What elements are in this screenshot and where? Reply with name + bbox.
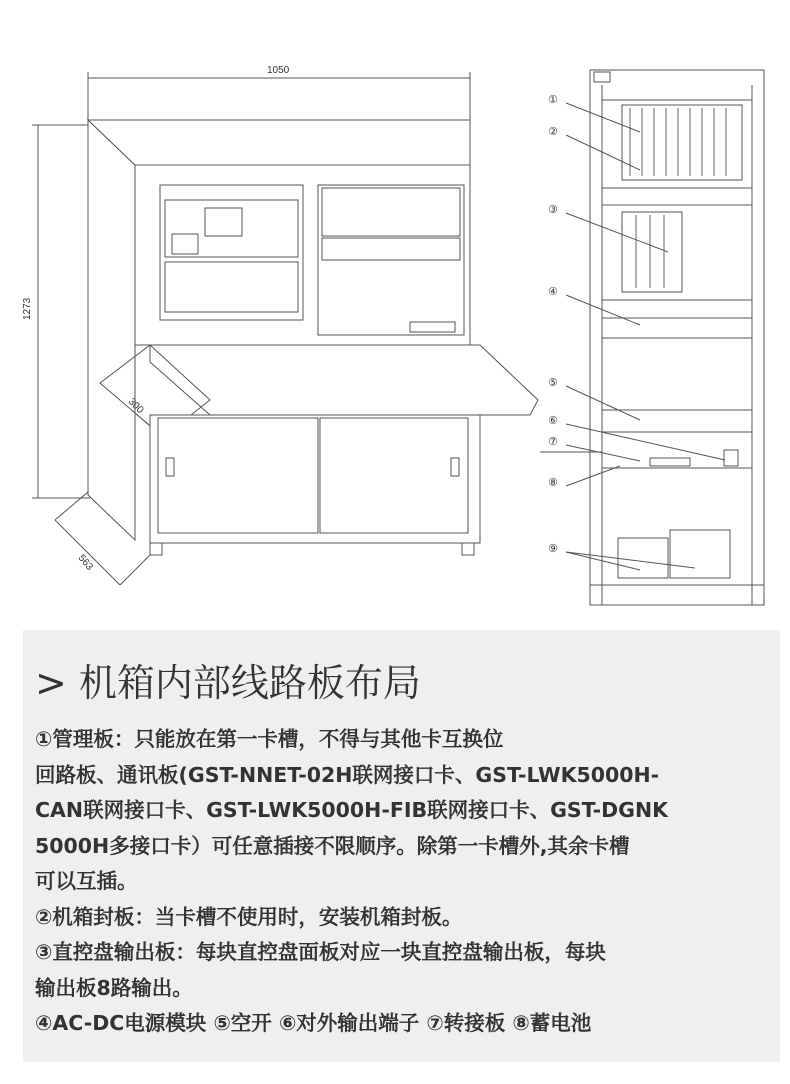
description-line: ④AC-DC电源模块 ⑤空开 ⑥对外输出端子 ⑦转接板 ⑧蓄电池 [35,1011,592,1035]
description-line: ①管理板：只能放在第一卡槽，不得与其他卡互换位 [35,727,504,751]
description-line: 输出板8路输出。 [35,975,193,1000]
description-line: ③直控盘输出板：每块直控盘面板对应一块直控盘输出板，每块 [35,940,606,964]
callout-9: ⑨ [548,542,558,555]
description-line: 5000H多接口卡）可任意插接不限顺序。除第一卡槽外,其余卡槽 [35,833,630,858]
description-panel [23,630,780,1062]
description-body [35,722,775,1042]
description-line: ②机箱封板：当卡槽不使用时，安装机箱封板。 [35,904,463,929]
depth-dimension: 563 [75,552,95,573]
desk-dimension: 300 [125,396,146,416]
callout-4: ④ [548,285,558,298]
height-dimension: 1273 [22,297,33,320]
description-line: 可以互插。 [35,869,138,893]
width-dimension: 1050 [267,65,290,76]
callout-1: ① [548,93,558,106]
description-line: 回路板、通讯板(GST-NNET-02H联网接口卡、GST-LWK5000H- [35,762,660,787]
callout-8: ⑧ [548,476,558,489]
callout-2: ② [548,125,558,138]
callout-3: ③ [548,203,558,216]
callout-5: ⑤ [548,376,558,389]
callout-6: ⑥ [548,414,558,427]
section-title: > 机箱内部线路板布局 [35,661,421,705]
description-line: CAN联网接口卡、GST-LWK5000H-FIB联网接口卡、GST-DGNK [35,798,669,822]
callout-7: ⑦ [548,435,558,448]
